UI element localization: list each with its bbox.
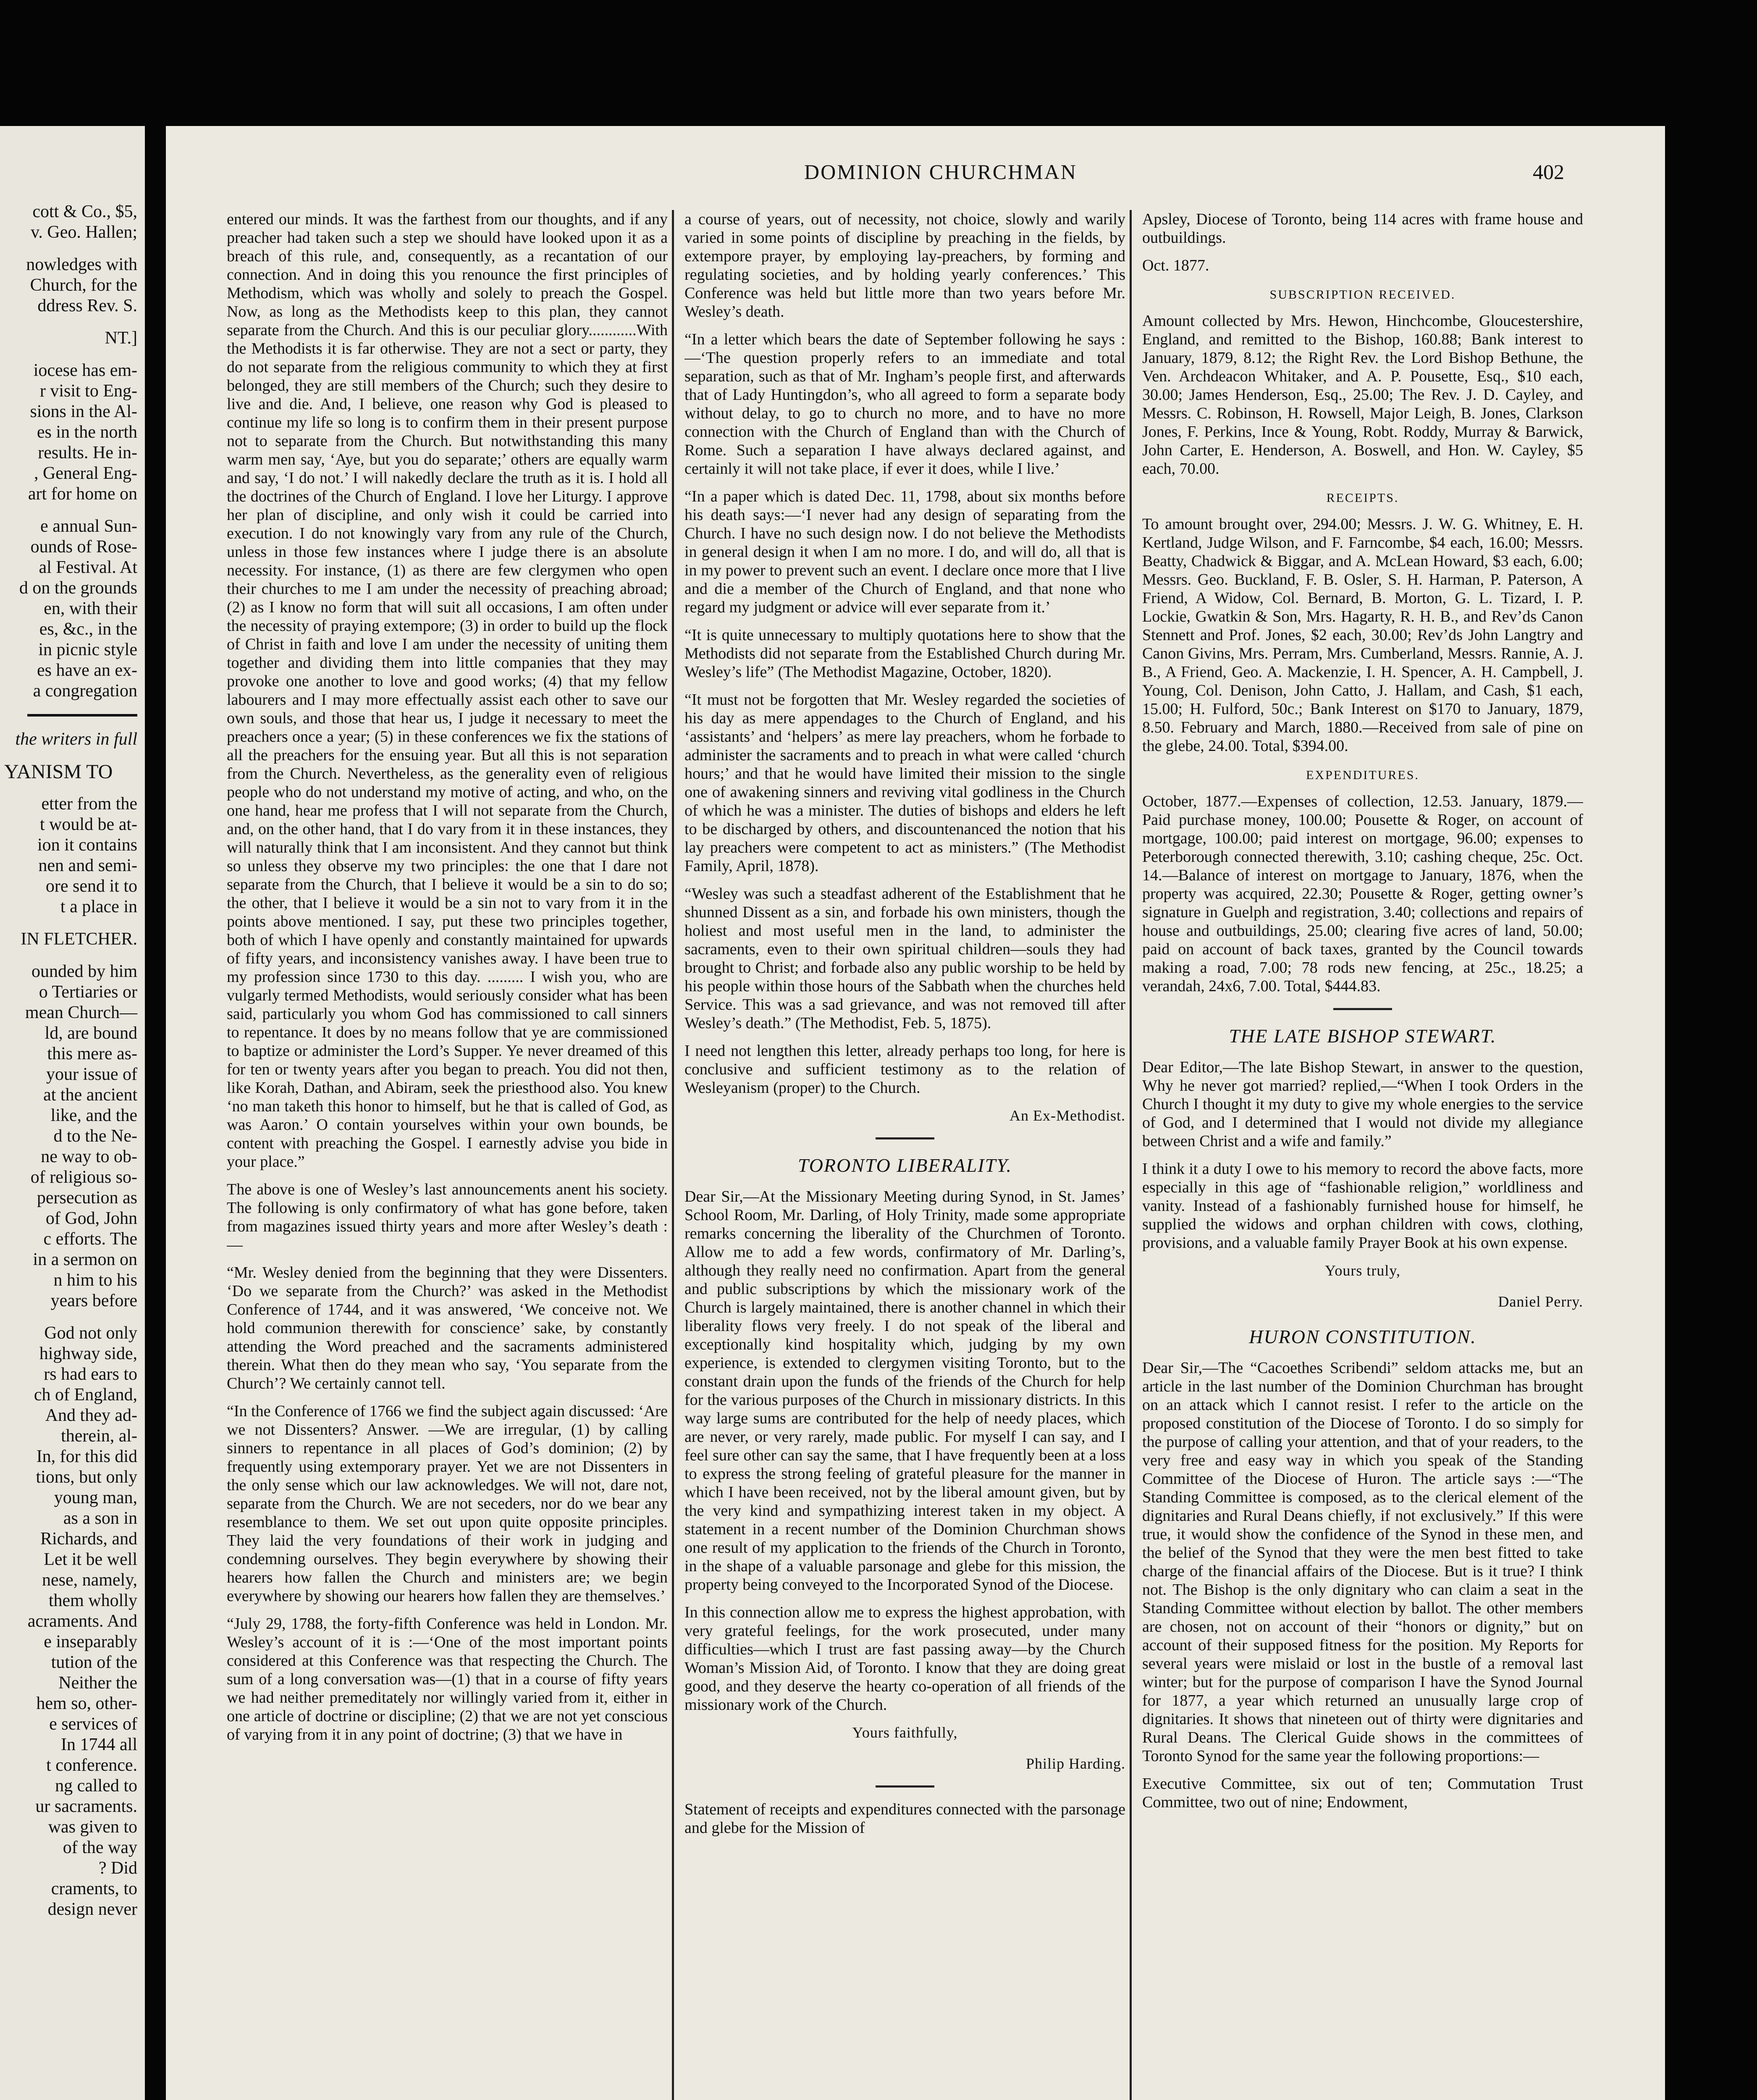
- paragraph: To amount brought over, 294.00; Messrs. J. W. G. Whitney, E. H. Kertland, Judge Wilson, and F. Farncombe, $4 each, 16.00; Messrs. Beatty, Chadwick & Biggar, and A. McLean Howard, $3 each, 6.00; Messrs. Geo. Buckland, F. B. Osler, S. H. Harman, P. Paterson, A Friend, A Widow, Col. Bernard, B. Morton, G. L. Tizard, I. P. Lockie, Gwatkin & Son, Mrs. Hagarty, R. H. B., and Rev’ds Canon Stennett and Prof. Jones, $2 each, 30.00; Rev’ds John Langtry and Canon Givins, Mrs. Perram, Mrs. Cumberland, Messrs. Rannie, A. J. B., A Friend, Geo. A. Mackenzie, I. H. Spencer, A. H. Campbell, J. Young, Col. Denison, John Catto, J. Hallam, and Cash, $1 each, 15.00; H. Fulford, 50c.; Bank Interest on $170 to January, 1879, 8.50. February and March, 1880.—Received from sale of pine on the glebe, 24.00. Total, $394.00.: [1142, 515, 1583, 755]
- signature: Philip Harding.: [1026, 1755, 1125, 1772]
- paragraph: “In a letter which bears the date of September following he says :—‘The question properly refers to an immediate and total separation, such as that of Mr. Ingham’s people first, and afterwards that of Lady Huntingdon’s, who all agreed to form a separate body without delay, to go to church no more, and to have no more connection with the Church of England than with the Church of Rome. Such a separation I have always declared against, and certainly it will not take place, if ever it does, while I live.’: [684, 331, 1125, 478]
- article-heading: THE LATE BISHOP STEWART.: [1229, 1025, 1497, 1047]
- divider: [876, 1137, 934, 1139]
- fragment-text: nowledges with Church, for the ddress Rev. S.: [26, 255, 137, 315]
- column-rule: [672, 210, 674, 2100]
- paragraph: Dear Editor,—The late Bishop Stewart, in answer to the question, Why he never got married? replied,—“When I took Orders in the Church I thought it my duty to give my whole energies to the service of God, and I determined that I would not divide my allegiance between Christ and a wife and family.”: [1142, 1058, 1583, 1150]
- fragment-text: God not only highway side, rs had ears to ch of England, And they ad- therein, al- In, for this did tions, but only young man, as a son in Richards, and Let it be well nese, namely, them wholly acraments. And e inseparably tution of the Neither the hem so, other- e services of In 1744 all t conference. ng called to ur sacraments. was given to of the way ? Did craments, to design never: [27, 1323, 137, 1919]
- paragraph: entered our minds. It was the farthest from our thoughts, and if any preacher had taken such a step we should have looked upon it as a breach of this rule, and, consequently, as a recantation of our connection. And in doing this you renounce the first principles of Methodism, which was wholly and solely to preach the Gospel. Now, as long as the Methodists keep to this plan, they cannot separate from the Church. And this is our peculiar glory............With the Methodists it is far otherwise. They are not a sect or party, they do not separate from the religious community to which they at first belonged, they are still members of the Church; such they desire to live and die. And, I believe, one reason why God is pleased to continue my life so long is to confirm them in their present purpose not to separate from the Church. But notwithstanding this many warm men say, ‘Aye, but you do separate;’ others are equally warm and say, ‘I do not.’ I will nakedly declare the truth as it is. I hold all the doctrines of the Church of England. I love her Liturgy. I approve her plan of discipline, and only wish it could be carried into execution. I do not knowingly vary from any rule of the Church, unless in those few instances where I judge there is an absolute necessity. For instance, (1) as there are few clergymen who open their churches to me I am under the necessity of preaching abroad; (2) as I know no form that will suit all occasions, I am often under the necessity of praying extempore; (3) in order to build up the flock of Christ in faith and love I am under the necessity of uniting them together and dividing them into little companies that they may provoke one another to love and good works; (4) that my fellow labourers and I may more effectually assist each other to save our own souls, and those that hear us, I judge it necessary to meet the preachers once a year; (5) in these conferences we fix the stations of all the preachers for the ensuing year. But all this is not separation from the Church. Nevertheless, as the generality even of religious people who do not understand my motive of acting, and who, on the one hand, hear me profess that I will not separate from the Church, and, on the other hand, that I do vary from it in these instances, they will naturally think that I am inconsistent. And they cannot but think so unless they observe my two principles: the one that I dare not separate from the Church, that I believe it would be a sin to do so; the other, that I believe it would be a sin not to vary from it in the points above mentioned. I say, put these two principles together, both of which I have openly and constantly maintained for upwards of fifty years, and inconsistency vanishes away. I have been true to my profession since 1730 to this day. ......... I wish you, who are vulgarly termed Methodists, would seriously consider what has been said, particularly you whom God has commissioned to call sinners to repentance. It does by no means follow that ye are commissioned to baptize or administer the Lord’s Supper. Ye never dreamed of this for ten or twenty years after you began to preach. You did not then, like Korah, Dathan, and Abiram, seek the priesthood also. You knew ‘no man taketh this honor to himself, but he that is called of God, as was Aaron.’ O contain yourselves within your own bounds, be content with preaching the Gospel. I earnestly advise you bide in your place.”: [227, 210, 668, 1171]
- paragraph: “In the Conference of 1766 we find the subject again discussed: ‘Are we not Dissenters? Answer. —We are irregular, (1) by calling sinners to repentance in all places of God’s dominion; (2) by frequently using extemporary prayer. Yet we are not Dissenters in the only sense which our law acknowledges. We will not, dare not, separate from the Church. We are not seceders, nor do we bear any resemblance to them. We set out upon quite opposite principles. They laid the very foundations of their work in judging and condemning ourselves. They begin everywhere by showing their hearers how fallen the Church and ministers are; we begin everywhere by showing our hearers how fallen they are themselves.’: [227, 1402, 668, 1605]
- paragraph: Amount collected by Mrs. Hewon, Hinchcombe, Gloucestershire, England, and remitted to the Bishop, 160.88; Bank interest to January, 1879, 8.12; the Right Rev. the Lord Bishop Bethune, the Ven. Archdeacon Whitaker, and A. P. Pousette, Esq., $10 each, 30.00; James Henderson, Esq., 25.00; The Rev. J. D. Cayley, and Messrs. C. Robinson, H. Rowsell, Major Leigh, B. Jones, Clarkson Jones, F. Perkins, Ince & Young, Robt. Roddy, Murray & Barwick, John Carter, E. Henderson, A. Boswell, and Hon. W. Cayley, $5 each, 70.00.: [1142, 312, 1583, 478]
- column-1: [227, 210, 668, 2100]
- column-rule: [1130, 210, 1132, 2100]
- paragraph: Statement of receipts and expenditures connected with the parsonage and glebe for the Mission of: [684, 1801, 1125, 1837]
- paragraph: I think it a duty I owe to his memory to record the above facts, more especially in this age of “fashionable religion,” worldliness and vanity. Instead of a fashionably furnished house for himself, he supplied the widows and orphan children with cows, clothing, provisions, and a valuable family Prayer Book at his own expense.: [1142, 1160, 1583, 1252]
- fragment-text: etter from the t would be at- ion it contains nen and semi- ore send it to t a place in: [37, 794, 137, 916]
- fragment-heading: YANISM TO: [4, 761, 113, 783]
- signature: An Ex-Methodist.: [1010, 1107, 1125, 1124]
- paragraph: “It is quite unnecessary to multiply quotations here to show that the Methodists did not separate from the Established Church during Mr. Wesley’s life” (The Methodist Magazine, October, 1820).: [684, 626, 1125, 681]
- fragment-text: iocese has em- r visit to Eng- sions in the Al- es in the north results. He in- , General Eng- art for home on: [28, 361, 137, 504]
- paragraph: The above is one of Wesley’s last announcements anent his society. The following is only confirmatory of what has gone before, taken from magazines issued thirty years and more after Wesley’s death :—: [227, 1181, 668, 1254]
- article-heading: TORONTO LIBERALITY.: [797, 1155, 1012, 1176]
- paragraph: Dear Sir,—At the Missionary Meeting during Synod, in St. James’ School Room, Mr. Darling, of Holy Trinity, made some appropriate remarks concerning the liberality of the Churchmen of Toronto. Allow me to add a few words, confirmatory of Mr. Darling’s, although they really need no confirmation. Apart from the general and public subscriptions by which the missionary work of the Church is largely maintained, there is another channel in which their liberality flows very freely. I do not speak of the liberal and exceptionally kind hospitality which, judging by my own experience, is extended to clergymen visiting Toronto, but to the constant drain upon the funds of the friends of the Church for help for the various purposes of the Church in missionary districts. In this way large sums are contributed for the help of needy places, which are never, or very rarely, made public. For myself I can say, and I feel sure other can say the same, that I have frequently been at a loss to express the strong feeling of grateful pleasure for the manner in which I have been received, not by the liberal amount given, but by the very kind and sympathizing interest taken in my object. A statement in a recent number of the Dominion Churchman shows one result of my application to the friends of the Church in Toronto, in the shape of a valuable parsonage and glebe for this mission, the property being conveyed to the Incorporated Synod of the Diocese.: [684, 1188, 1125, 1593]
- fragment-text: NT.]: [105, 328, 137, 348]
- paragraph: I need not lengthen this letter, already perhaps too long, for here is conclusive and sufficient testimony as to the relation of Wesleyanism (proper) to the Church.: [684, 1042, 1125, 1097]
- divider: [876, 1785, 934, 1788]
- divider: [1333, 1008, 1392, 1010]
- paragraph: Dear Sir,—The “Cacoethes Scribendi” seldom attacks me, but an article in the last number of the Dominion Churchman has brought on an attack which I cannot resist. I refer to the article on the proposed constitution of the Diocese of Toronto. I do so simply for the purpose of calling your attention, and that of your readers, to the very free and easy way in which you speak of the Standing Committee of the Diocese of Huron. The article says :—“The Standing Committee is composed, as to the clerical element of the dignitaries and Rural Deans chiefly, if not exclusively.” If this were true, it would show the confidence of the Synod in these men, and the belief of the Synod that they were the men best fitted to take charge of the financial affairs of the Diocese. But is it true? I think not. The Bishop is the only dignitary who can claim a seat in the Standing Committee without election by ballot. The other members are chosen, not on account of their “honors or dignity,” but on account of their supposed fitness for the position. My Reports for several years were mislaid or lost in the bustle of a removal last winter; but for the purpose of comparison I have the Synod Journal for 1877, a year which returned an unusually large crop of dignitaries. It shows that nineteen out of thirty were dignitaries and Rural Deans. The Clerical Guide shows in the committees of Toronto Synod for the same year the following proportions:—: [1142, 1359, 1583, 1765]
- page-number: 402: [1533, 160, 1564, 184]
- fragment-text: cott & Co., $5, v. Geo. Hallen;: [31, 202, 137, 242]
- paragraph: a course of years, out of necessity, not choice, slowly and warily varied in some points of discipline by preaching in the fields, by extempore prayer, by employing lay-preachers, by forming and regulating societies, and by holding yearly conferences.’ This Conference was held but little more than two years before Mr. Wesley’s death.: [684, 210, 1125, 320]
- paragraph: October, 1877.—Expenses of collection, 12.53. January, 1879.—Paid purchase money, 100.00; Pousette & Roger, on account of mortgage, 100.00; paid interest on mortgage, 96.00; expenses to Peterborough connected therewith, 3.10; cashing cheque, 25c. Oct. 14.—Balance of interest on mortgage to January, 1876, when the property was acquired, 22.30; Pousette & Roger, getting owner’s signature in Guelph and registration, 3.40; collections and repairs of house and outbuildings, 25.00; clearing five acres of land, 50.00; paid on account of back taxes, granted by the Council towards making a road, 7.00; 78 rods new fencing, at 25c., 18.25; a verandah, 24x6, 7.00. Total, $444.83.: [1142, 793, 1583, 995]
- subheading: SUBSCRIPTION RECEIVED.: [1269, 288, 1456, 302]
- paragraph: “July 29, 1788, the forty-fifth Conference was held in London. Mr. Wesley’s account of it is :—‘One of the most important points considered at this Conference was that respecting the Church. The sum of a long conversation was—(1) that in a course of fifty years we had neither premeditately nor willingly varied from it, either in one article of doctrine or discipline; (2) that we are not yet conscious of varying from it in any point of doctrine; (3) that we have in: [227, 1615, 668, 1743]
- fragment-text: e annual Sun- ounds of Rose- al Festival. At d on the grounds en, with their es, &c., in the in picnic style es have an ex- a congregation: [19, 517, 137, 701]
- paragraph: Apsley, Diocese of Toronto, being 114 acres with frame house and outbuildings.: [1142, 210, 1583, 247]
- paragraph: “Mr. Wesley denied from the beginning that they were Dissenters. ‘Do we separate from the Church?’ was asked in the Methodist Conference of 1744, and it was answered, ‘We conceive not. We hold communion therewith for conscience’ sake, by constantly attending the Word preached and the sacraments administered therein. What then do they mean who say, ‘You separate from the Church’? We certainly cannot tell.: [227, 1264, 668, 1392]
- column-3: [1142, 210, 1583, 2100]
- paragraph: In this connection allow me to express the highest approbation, with very grateful feelings, for the work prosecuted, under many difficulties—which I trust are fast passing away—by the Church Woman’s Mission Aid, of Toronto. I know that they are doing great good, and they deserve the hearty co-operation of all friends of the missionary work of the Church.: [684, 1604, 1125, 1714]
- paragraph: “Wesley was such a steadfast adherent of the Establishment that he shunned Dissent as a sin, and forbade his own ministers, though the holiest and most useful men in the land, to administer the sacraments, even to their own spiritual children—souls they had brought to Christ; and forbade also any public worship to be held by his people within those hours of the Sabbath when the churches held Service. This was a sad grievance, and was not removed till after Wesley’s death.” (The Methodist, Feb. 5, 1875).: [684, 885, 1125, 1032]
- paragraph: “In a paper which is dated Dec. 11, 1798, about six months before his death says:—‘I never had any design of separating from the Church. I have no such design now. I do not believe the Methodists in general design it when I am no more. I do, and will do, all that is in my power to prevent such an event. I declare once more that I live and die a member of the Church of England, and that none who regard my judgment or advice will ever separate from it.’: [684, 488, 1125, 616]
- subheading: EXPENDITURES.: [1306, 768, 1419, 782]
- fragment-text: the writers in full: [15, 730, 137, 749]
- adjacent-page-strip: [0, 126, 145, 2100]
- newspaper-page: [166, 126, 1665, 2100]
- date-line: Oct. 1877.: [1142, 257, 1209, 274]
- fragment-text: IN FLETCHER.: [21, 929, 137, 949]
- article-heading: HURON CONSTITUTION.: [1249, 1326, 1476, 1347]
- subheading: RECEIPTS.: [1326, 491, 1399, 505]
- paragraph: Executive Committee, six out of ten; Commutation Trust Committee, two out of nine; Endowment,: [1142, 1775, 1583, 1811]
- running-title: DOMINION CHURCHMAN: [804, 160, 1077, 184]
- closing: Yours truly,: [1324, 1262, 1401, 1279]
- signature: Daniel Perry.: [1498, 1293, 1583, 1310]
- divider: [27, 714, 137, 717]
- fragment-text: ounded by him o Tertiaries or mean Church— ld, are bound this mere as- your issue of at the ancient like, and the d to the Ne- ne way to ob- of religious so- persecution as of God, John c efforts. The in a sermon on n him to his years before: [25, 962, 137, 1310]
- closing: Yours faithfully,: [852, 1724, 958, 1741]
- running-header: [166, 160, 1665, 193]
- paragraph: “It must not be forgotten that Mr. Wesley regarded the societies of his day as mere appendages to the Church of England, and his ‘assistants’ and ‘helpers’ as mere lay preachers, whom he forbade to administer the sacraments and to preach in what were called ‘church hours;’ and that he would have limited their mission to the single one of awakening sinners and reviving vital godliness in the Church of which he was a minister. The duties of bishops and elders he left to be discharged by others, and discountenanced the notion that his lay preachers were competent to act as ministers.” (The Methodist Family, April, 1878).: [684, 691, 1125, 875]
- column-2: [684, 210, 1125, 2100]
